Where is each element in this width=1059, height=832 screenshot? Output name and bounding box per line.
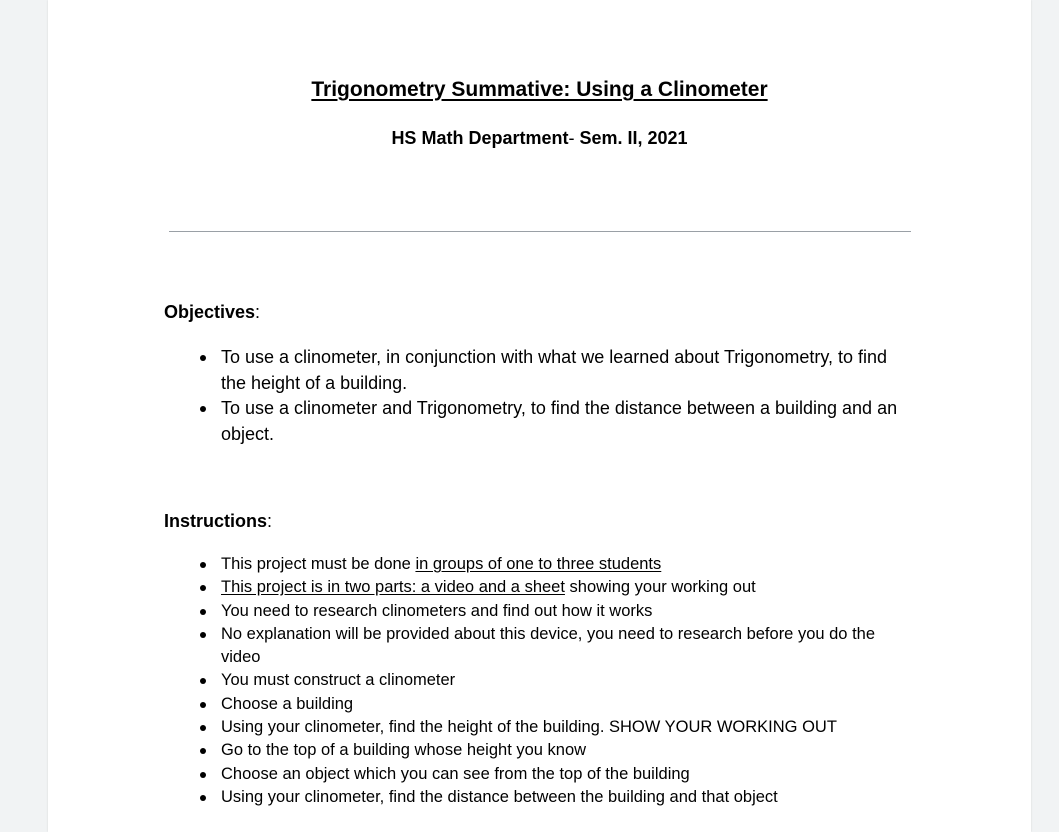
bullet-icon — [200, 772, 206, 778]
bullet-icon — [200, 748, 206, 754]
instruction-text: Choose an object which you can see from the top of the building — [221, 764, 690, 783]
subtitle-department: HS Math Department — [391, 128, 569, 148]
bullet-icon — [200, 725, 206, 731]
instruction-underlined-text: This project is in two parts: a video and a sheet — [221, 578, 565, 597]
list-item — [164, 669, 904, 692]
instructions-heading-text: Instructions — [164, 511, 268, 531]
instructions-list — [164, 553, 904, 809]
objectives-heading-colon: : — [255, 302, 261, 322]
bullet-icon — [200, 355, 206, 361]
bullet-icon — [200, 702, 206, 708]
instruction-text: You need to research clinometers and find out how it works — [221, 601, 653, 620]
instruction-text: Go to the top of a building whose height you know — [221, 741, 587, 760]
instruction-text: Choose a building — [221, 694, 354, 713]
instruction-text: Using your clinometer, find the height of the building. SHOW YOUR WORKING OUT — [221, 718, 837, 737]
list-item — [164, 576, 904, 599]
objective-text: To use a clinometer and Trigonometry, to find the distance between a building and an object. — [221, 398, 898, 444]
list-item — [164, 763, 904, 786]
instruction-underlined-text: in groups of one to three students — [415, 555, 662, 573]
list-item — [164, 600, 904, 623]
bullet-icon — [200, 632, 206, 638]
bullet-icon — [200, 406, 206, 412]
instruction-text: No explanation will be provided about this device, you need to research before you do the video — [221, 624, 876, 667]
list-item — [164, 396, 904, 447]
objectives-heading — [164, 302, 260, 323]
instruction-text: Using your clinometer, find the distance between the building and that object — [221, 787, 778, 806]
list-item — [164, 553, 904, 576]
bullet-icon — [200, 609, 206, 615]
document-title: Trigonometry Summative: Using a Clinometer — [311, 78, 768, 101]
list-item — [164, 623, 904, 670]
document-subtitle — [48, 128, 1031, 149]
instruction-text: showing your working out — [564, 578, 756, 597]
bullet-icon — [200, 678, 206, 684]
list-item — [164, 345, 904, 396]
horizontal-divider — [169, 231, 911, 232]
bullet-icon — [200, 562, 206, 568]
bullet-icon — [200, 585, 206, 591]
list-item — [164, 693, 904, 716]
objectives-heading-text: Objectives — [164, 302, 256, 322]
list-item — [164, 739, 904, 762]
instructions-heading-colon: : — [267, 511, 273, 531]
instructions-heading — [164, 511, 272, 532]
instruction-text: This project must be done — [221, 555, 416, 573]
objectives-list — [164, 345, 904, 447]
subtitle-dash: - — [568, 128, 575, 148]
bullet-icon — [200, 795, 206, 801]
objective-text: To use a clinometer, in conjunction with what we learned about Trigonometry, to find the height of a building. — [221, 347, 888, 393]
list-item — [164, 716, 904, 739]
subtitle-semester: Sem. II, 2021 — [574, 128, 688, 148]
instruction-text: You must construct a clinometer — [221, 671, 456, 690]
document-page — [48, 0, 1031, 832]
list-item — [164, 786, 904, 809]
